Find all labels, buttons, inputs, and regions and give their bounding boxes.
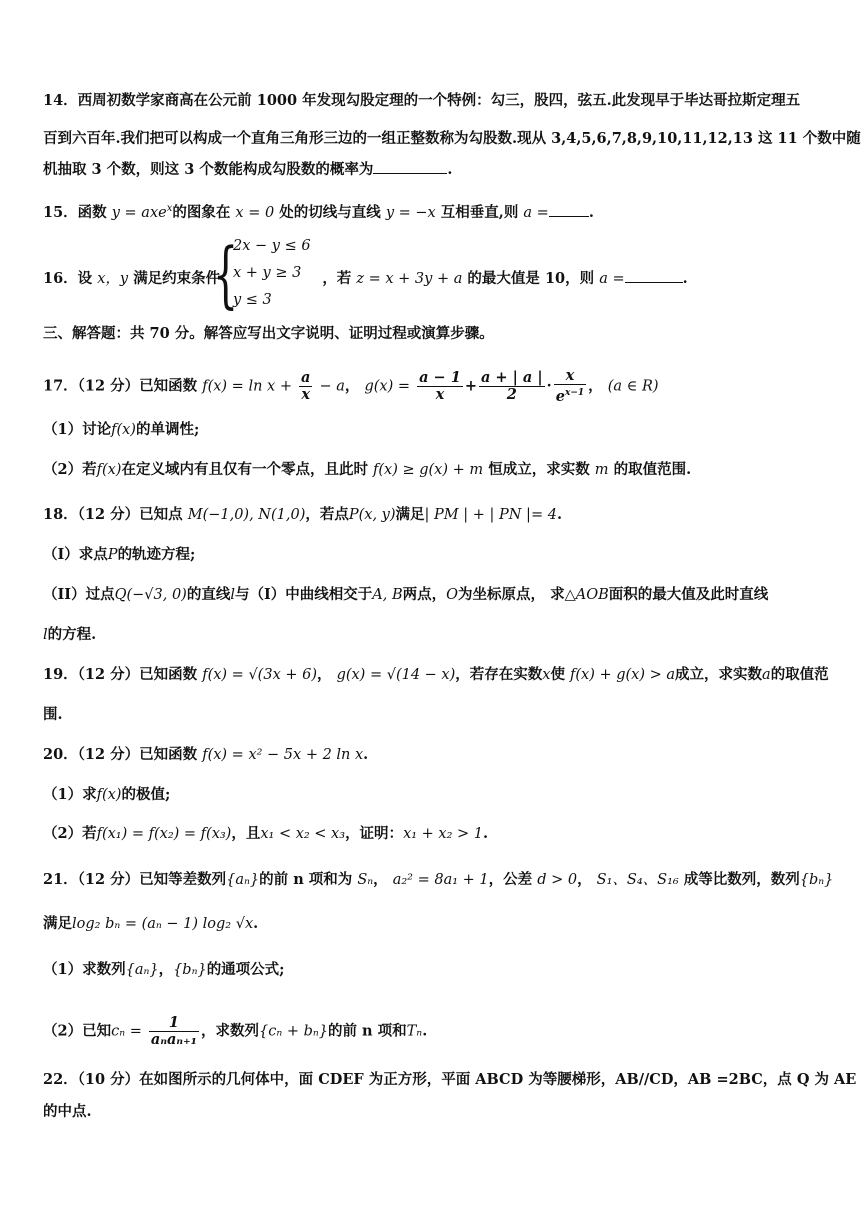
- q20-f: f(x) = x² − 5x + 2 ln x: [202, 747, 364, 763]
- q18-cond: | PM | + | PN |= 4: [424, 507, 557, 523]
- q17-p1: （1）讨论: [43, 421, 112, 438]
- q18-p2d: 两点，: [402, 586, 447, 603]
- q21-prefix: 21．（12 分）已知等差数列: [43, 871, 227, 888]
- numerator: a + | a |: [480, 368, 543, 386]
- denominator: [554, 385, 586, 405]
- q16-prefix: 16．设: [43, 270, 93, 287]
- q15-prefix: 15．函数: [43, 203, 107, 221]
- q17-domain: (a ∈ R): [607, 378, 659, 395]
- q19-x: x: [542, 667, 551, 683]
- q18-p2AB: A, B: [372, 587, 403, 603]
- q19-tail: 的取值范: [770, 666, 829, 683]
- q17-part1: [43, 420, 828, 440]
- e-base: e: [555, 387, 565, 405]
- q17-p1f: f(x): [111, 422, 136, 438]
- q20-p2a: （2）若: [43, 825, 97, 842]
- q17-p1tail: 的单调性;: [135, 421, 200, 438]
- q18-p2h: 的方程.: [47, 626, 97, 643]
- q21-p2c: 的前 n 项和: [327, 1022, 407, 1040]
- q18-line: 18．（12 分）已知点 M(−1,0), N(1,0)，若点P(x, y)满足| PM | + | PN |= 4.: [43, 506, 562, 523]
- constraint-2: x + y ≥ 3: [233, 265, 302, 281]
- q19-line2: 围.: [43, 706, 63, 723]
- q21-p1: （1）求数列: [43, 961, 126, 978]
- numerator: a: [301, 368, 311, 386]
- q21-p2a: （2）已知: [43, 1022, 112, 1040]
- q15-line: 15．函数 y = axe$^x$的图象在 x = 0 处的切线与直线 y = −x 互相垂直,则 a = .: [43, 203, 594, 221]
- q17-p2d: 的取值范围.: [613, 461, 692, 478]
- q19-mid2: 使: [550, 666, 565, 683]
- answer-blank[interactable]: [549, 202, 589, 217]
- q20-p1: （1）求: [43, 786, 97, 803]
- q16-constraint-system: [213, 232, 323, 316]
- q17-g-frac2: [479, 370, 545, 403]
- q20-p1tail: 的极值;: [121, 786, 171, 803]
- q21-mid: 的前 n 项和为: [259, 871, 353, 888]
- q18-p1tail: 的轨迹方程;: [117, 546, 196, 563]
- q17-p2c: 恒成立，求实数: [488, 461, 590, 478]
- q15-func: y = axe: [111, 204, 167, 221]
- q18-p2a: （II）过点: [43, 586, 115, 603]
- q20-part2: （2）若f(x₁) = f(x₂) = f(x₃)，且x₁ < x₂ < x₃，证明：x₁ + x₂ > 1.: [43, 825, 489, 842]
- q19-line: 19．（12 分）已知函数 f(x) = √(3x + 6)， g(x) = √(14 − x)，若存在实数x使 f(x) + g(x) > a成立，求实数a的取值范: [43, 666, 829, 683]
- q16-vars: x，y: [97, 271, 129, 287]
- q20-part1: [43, 785, 828, 805]
- q21-d: d > 0: [537, 872, 578, 888]
- q19-g: g(x) = √(14 − x): [336, 667, 456, 683]
- q21-line2: 满足log₂ bₙ = (aₙ − 1) log₂ √x.: [43, 915, 259, 932]
- q21-line2a: 满足: [43, 915, 72, 932]
- constraint-1: 2x − y ≤ 6: [233, 238, 311, 254]
- numerator: x: [554, 368, 586, 385]
- q18-part1: [43, 545, 828, 565]
- q17-prefix: 17．（12 分）已知函数: [43, 377, 198, 395]
- q21-S: S₁、S₄、S₁₆: [596, 872, 679, 888]
- q16-objective: z = x + 3y + a: [356, 271, 463, 287]
- q21-p2b: ，求数列: [201, 1022, 259, 1040]
- q14-line3-text: 机抽取 3 个数，则这 3 个数能构成勾股数的概率为: [43, 161, 374, 178]
- q20-line: 20．（12 分）已知函数 f(x) = x² − 5x + 2 ln x.: [43, 746, 369, 763]
- q18-p1: （I）求点: [43, 546, 108, 563]
- q18-p2c: 与（I）中曲线相交于: [234, 586, 373, 603]
- q20-p2eq: f(x₁) = f(x₂) = f(x₃): [96, 826, 232, 842]
- denominator: 2: [506, 385, 517, 403]
- q21-mid3: 成等比数列，数列: [683, 871, 800, 888]
- q16-line: 16．设 x，y 满足约束条件 ，若 z = x + 3y + a 的最大值是 10，则 a = .: [43, 270, 688, 287]
- q15-mid2: 处的切线与直线: [279, 203, 381, 221]
- q20-p2ord: x₁ < x₂ < x₃: [260, 826, 346, 842]
- numerator: a − 1: [419, 368, 461, 386]
- q18-p2e: 为坐标原点， 求△: [458, 586, 576, 603]
- denominator: x: [435, 385, 445, 403]
- q17-p2ineq: f(x) ≥ g(x) + m: [373, 462, 484, 478]
- q17-f: f(x) = ln x +: [202, 378, 292, 395]
- q21-p2seq: {cₙ + bₙ}: [259, 1023, 328, 1040]
- q20-p2b: ，且: [231, 825, 261, 842]
- q21-Sn: Sₙ: [357, 872, 374, 888]
- q18-points: M(−1,0), N(1,0): [187, 507, 306, 523]
- q16-mid2: ，若: [322, 270, 352, 287]
- q18-p2O: O: [446, 587, 459, 603]
- denominator: aₙaₙ₊₁: [150, 1031, 197, 1048]
- q14-line1: 14．西周初数学家商高在公元前 1000 年发现勾股定理的一个特例：勾三，股四，弦五.此发现早于毕达哥拉斯定理五: [43, 92, 801, 109]
- q19-f: f(x) = √(3x + 6): [202, 667, 317, 683]
- q18-mid: ，若点: [305, 506, 349, 523]
- q21-frac: [149, 1015, 199, 1048]
- q18-part2: [43, 585, 828, 605]
- section-3-heading: 三、解答题：共 70 分。解答应写出文字说明、证明过程或演算步骤。: [43, 325, 494, 342]
- q15-exp: x: [166, 203, 173, 214]
- q19-mid: ，若存在实数: [455, 666, 543, 683]
- q21-p1b: {bₙ}: [173, 962, 207, 978]
- q14-line2: 百到六百年.我们把可以构成一个直角三角形三边的一组正整数称为勾股数.现从 3,4,5,6,7,8,9,10,11,12,13 这 11 个数中随: [43, 130, 861, 147]
- q17-g: g(x) =: [364, 378, 411, 395]
- q22-line2: 的中点.: [43, 1103, 92, 1120]
- q19-prefix: 19．（12 分）已知函数: [43, 666, 198, 683]
- brace-symbol: {: [213, 232, 239, 316]
- q18-p2Q: Q(−√3, 0): [114, 587, 187, 603]
- q15-mid: 的图象在: [172, 203, 231, 221]
- q17-part2: [43, 460, 828, 480]
- q21-eq: a₂² = 8a₁ + 1: [392, 872, 489, 888]
- q16-var: a =: [599, 271, 625, 287]
- q16-mid3: 的最大值是 10，则: [467, 270, 595, 287]
- q15-line-eq: y = −x: [385, 204, 436, 221]
- q21-mid2: ，公差: [488, 871, 533, 888]
- answer-blank[interactable]: [625, 268, 683, 283]
- q17-ftail: − a: [319, 378, 345, 395]
- q20-p2c: ，证明：: [345, 825, 404, 842]
- numerator: 1: [149, 1015, 199, 1032]
- q20-p2goal: x₁ + x₂ > 1: [403, 826, 484, 842]
- constraint-3: y ≤ 3: [233, 292, 272, 308]
- q18-mid2: 满足: [395, 506, 425, 523]
- q15-point: x = 0: [235, 204, 275, 221]
- q17-p2f: f(x): [96, 462, 122, 478]
- denominator: x: [301, 385, 311, 403]
- q19-a: a: [762, 667, 771, 683]
- q15-var: a =: [523, 204, 549, 221]
- q18-p2f: 面积的最大值及此时直线: [608, 586, 769, 603]
- q17-f-frac: [299, 370, 312, 403]
- q16-mid: 满足约束条件: [133, 270, 221, 287]
- answer-blank[interactable]: [373, 159, 447, 174]
- q18-p2l: l: [230, 587, 235, 603]
- q15-mid3: 互相垂直,则: [440, 203, 519, 221]
- q21-part2: （2）已知cₙ = $\frac{1}{\text{aₙaₙ₊₁}}$ ，求数列{cₙ + bₙ}的前 n 项和Tₙ.: [43, 1014, 428, 1048]
- e-exp: x−1: [564, 388, 585, 398]
- q18-P: P(x, y): [348, 507, 396, 523]
- q17-p2m: m: [594, 462, 609, 478]
- q20-prefix: 20．（12 分）已知函数: [43, 746, 198, 763]
- q20-p1f: f(x): [96, 787, 122, 803]
- q17-g-frac1: [417, 370, 463, 403]
- q18-p2g: l: [43, 627, 48, 643]
- q18-part2-cont: [43, 625, 828, 645]
- q21-p2T: Tₙ: [406, 1023, 423, 1040]
- q21-p2cn: cₙ =: [111, 1023, 142, 1040]
- q14-line3: 机抽取 3 个数，则这 3 个数能构成勾股数的概率为 .: [43, 161, 453, 178]
- q21-p1tail: 的通项公式;: [206, 961, 285, 978]
- q21-line2eq: log₂ bₙ = (aₙ − 1) log₂ √x: [72, 916, 254, 932]
- q18-p2AOB: AOB: [575, 587, 609, 603]
- q18-p2b: 的直线: [186, 586, 231, 603]
- q21-an: {aₙ}: [226, 872, 260, 888]
- q19-ineq: f(x) + g(x) > a: [570, 667, 676, 683]
- q17-p2a: （2）若: [43, 461, 97, 478]
- q21-line: 21．（12 分）已知等差数列{aₙ}的前 n 项和为 Sₙ， a₂² = 8a₁ + 1，公差 d > 0， S₁、S₄、S₁₆ 成等比数列，数列{bₙ}: [43, 871, 834, 888]
- q21-part1: （1）求数列{aₙ}，{bₙ}的通项公式;: [43, 961, 285, 978]
- q17-line: 17．（12 分）已知函数 f(x) = ln x + $\frac{a}{x}$ − a， g(x) = $\frac{a - 1}{x}$ + $\frac{a + | a |}{2}$ · $\frac{x}{e^{x-1}}$ ， (a ∈ R): [43, 367, 659, 405]
- q17-g-frac3: [554, 368, 586, 405]
- q17-p2b: 在定义域内有且仅有一个零点，且此时: [121, 461, 368, 478]
- q21-p1a: {aₙ}: [125, 962, 159, 978]
- q18-prefix: 18．（12 分）已知点: [43, 506, 183, 523]
- q21-bn: {bₙ}: [799, 872, 834, 888]
- q22-line1: 22．（10 分）在如图所示的几何体中，面 CDEF 为正方形，平面 ABCD 为等腰梯形，AB//CD，AB =2BC，点 Q 为 AE: [43, 1071, 857, 1088]
- q18-p1v: P: [107, 547, 118, 563]
- q19-mid3: 成立，求实数: [675, 666, 763, 683]
